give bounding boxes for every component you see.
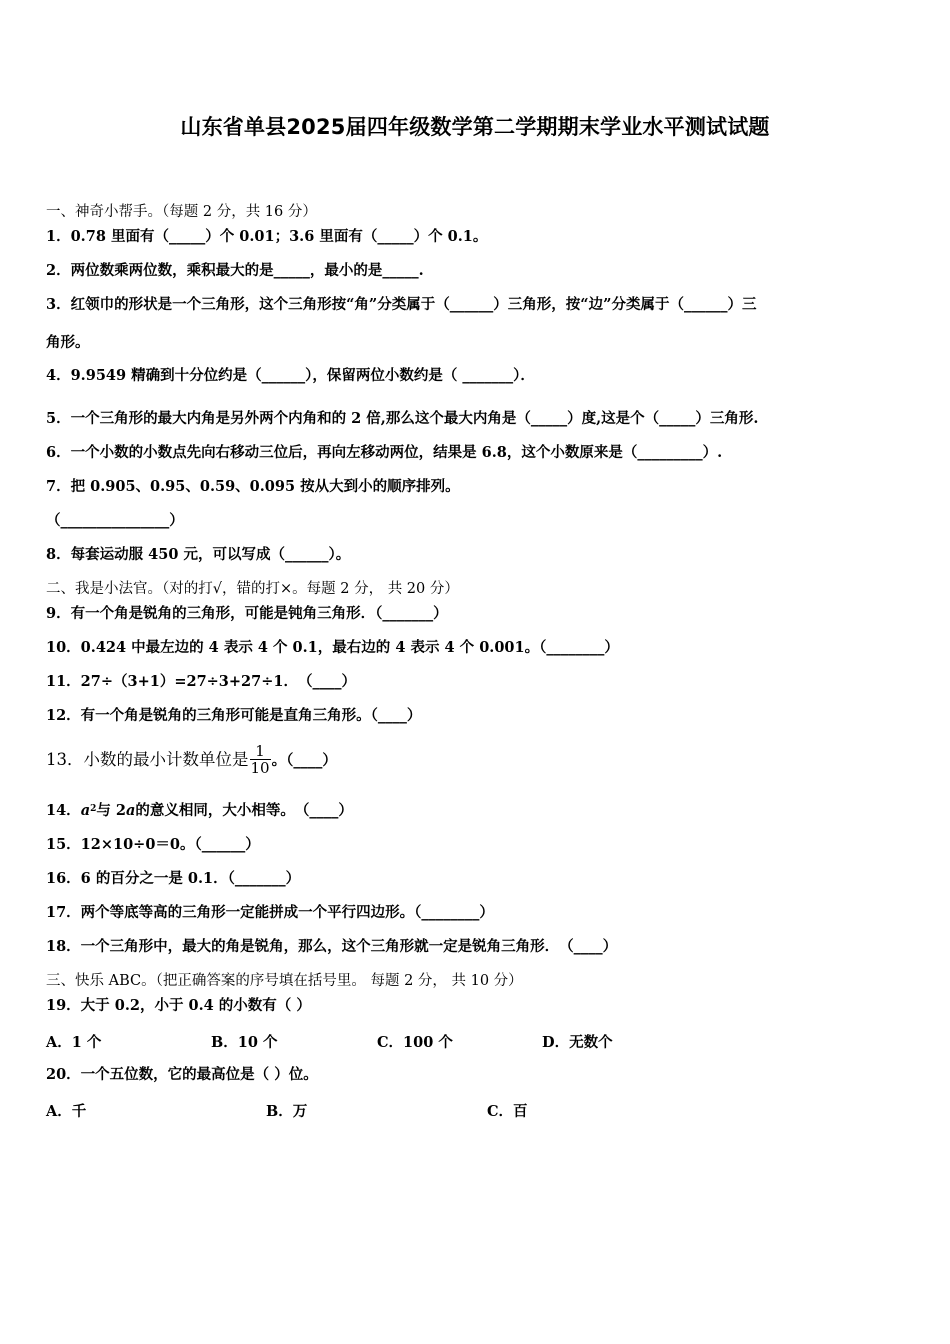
question-13-prefix: 13．小数的最小计数单位是 bbox=[46, 750, 249, 769]
section-heading-3: 三、快乐 ABC。（把正确答案的序号填在括号里。 每题 2 分， 共 10 分） bbox=[46, 973, 523, 989]
question-16: 16．6 的百分之一是 0.1．（_______） bbox=[46, 870, 301, 887]
question-5: 5．一个三角形的最大内角是另外两个内角和的 2 倍,那么这个最大内角是（_____）度,这是个（_____）三角形. bbox=[46, 410, 759, 427]
exponent: 2 bbox=[90, 804, 97, 814]
question-8: 8．每套运动服 450 元，可以写成（______）。 bbox=[46, 546, 351, 563]
question-3-line-1: 3．红领巾的形状是一个三角形，这个三角形按“角”分类属于（______）三角形，按“边”分类属于（______）三 bbox=[46, 296, 757, 313]
question-7-answer-blank: （_______________） bbox=[46, 512, 184, 529]
fraction-denominator: 10 bbox=[250, 758, 270, 777]
question-14-number: 14． bbox=[46, 802, 81, 819]
question-9: 9．有一个角是锐角的三角形，可能是钝角三角形．（_______） bbox=[46, 605, 448, 622]
question-3-line-2: 角形。 bbox=[46, 334, 90, 351]
variable-a-second: a bbox=[126, 802, 136, 819]
question-18: 18．一个三角形中，最大的角是锐角，那么，这个三角形就一定是锐角三角形． （____） bbox=[46, 938, 618, 955]
q20-option-c: C．百 bbox=[487, 1103, 528, 1120]
question-7-line-1: 7．把 0.905、0.95、0.59、0.095 按从大到小的顺序排列。 bbox=[46, 478, 460, 495]
q19-option-b: B．10 个 bbox=[211, 1034, 278, 1051]
question-20: 20．一个五位数，它的最高位是（ ）位。 bbox=[46, 1066, 318, 1083]
question-17: 17．两个等底等高的三角形一定能拼成一个平行四边形。（________） bbox=[46, 904, 494, 921]
section-heading-1: 一、神奇小帮手。（每题 2 分，共 16 分） bbox=[46, 204, 317, 220]
fraction-one-tenth bbox=[250, 741, 271, 777]
question-13-suffix: 。（____） bbox=[271, 752, 337, 769]
q20-option-b: B．万 bbox=[266, 1103, 308, 1120]
q20-option-a: A．千 bbox=[46, 1103, 87, 1120]
question-6: 6．一个小数的小数点先向右移动三位后，再向左移动两位，结果是 6.8，这个小数原来是（_________）. bbox=[46, 444, 723, 461]
question-2: 2．两位数乘两位数，乘积最大的是_____，最小的是_____. bbox=[46, 262, 424, 279]
question-12: 12．有一个角是锐角的三角形可能是直角三角形。（____） bbox=[46, 707, 422, 724]
question-1: 1．0.78 里面有（_____）个 0.01；3.6 里面有（_____）个 0.1。 bbox=[46, 228, 488, 245]
question-19: 19．大于 0.2，小于 0.4 的小数有（ ） bbox=[46, 997, 311, 1014]
q19-option-c: C．100 个 bbox=[377, 1034, 453, 1051]
question-10: 10．0.424 中最左边的 4 表示 4 个 0.1，最右边的 4 表示 4 个 0.001。（________） bbox=[46, 639, 619, 656]
section-heading-2: 二、我是小法官。（对的打√，错的打×。每题 2 分， 共 20 分） bbox=[46, 581, 459, 597]
page-title: 山东省单县2025届四年级数学第二学期期末学业水平测试试题 bbox=[180, 115, 770, 139]
fraction-numerator: 1 bbox=[255, 741, 265, 760]
question-13 bbox=[46, 742, 337, 779]
question-14-mid: 与 2 bbox=[96, 802, 126, 819]
q19-option-a: A．1 个 bbox=[46, 1034, 102, 1051]
question-14-suffix: 的意义相同，大小相等。 （____） bbox=[135, 802, 353, 819]
question-4: 4．9.9549 精确到十分位约是（______），保留两位小数约是（ _______）． bbox=[46, 367, 535, 384]
question-11: 11．27÷（3+1）=27÷3+27÷1． （____） bbox=[46, 673, 356, 690]
question-15: 15．12×10÷0＝0。（______） bbox=[46, 836, 260, 853]
variable-a: a bbox=[80, 802, 91, 819]
question-14 bbox=[46, 801, 353, 821]
q19-option-d: D．无数个 bbox=[542, 1034, 613, 1051]
